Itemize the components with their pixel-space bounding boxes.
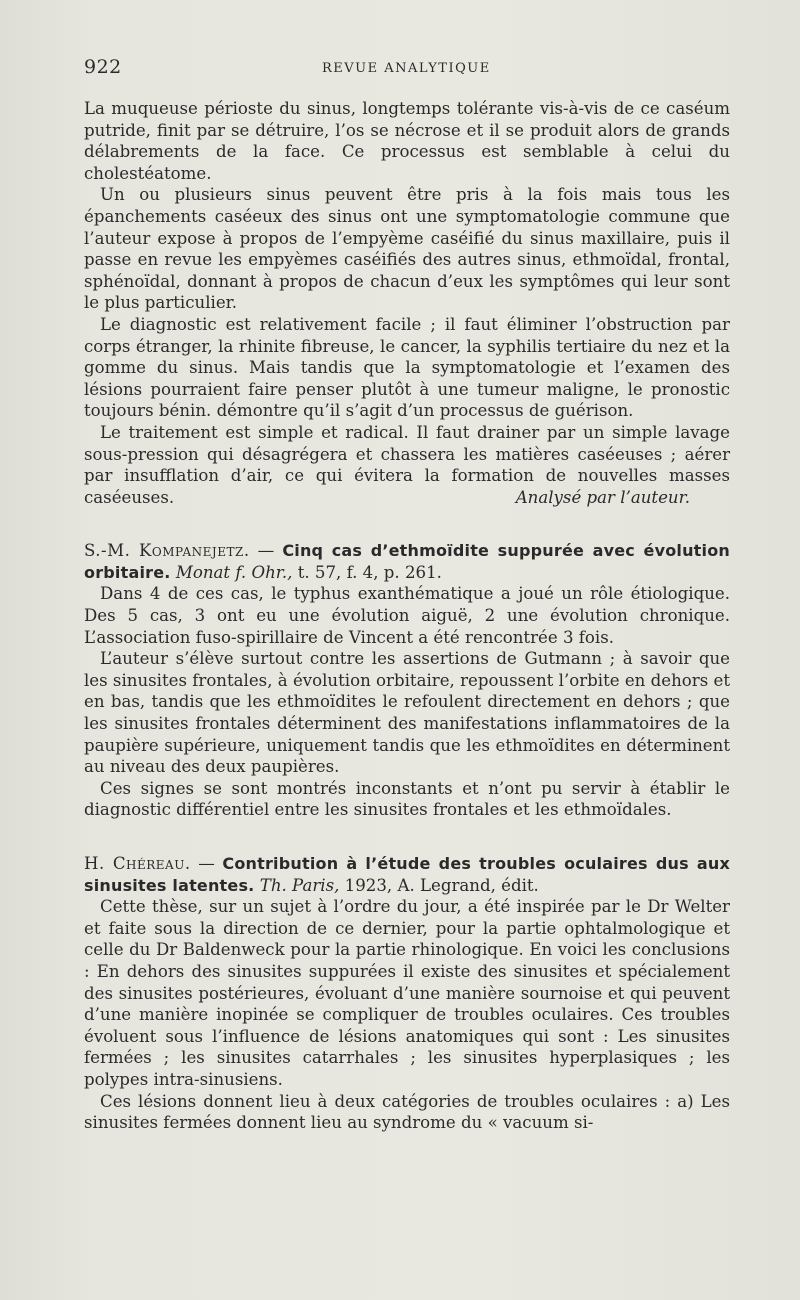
signature: Analysé par l’auteur. (515, 487, 690, 507)
entry-author: H. Chéreau. (84, 854, 191, 873)
paragraph: Un ou plusieurs sinus peuvent être pris à la fois mais tous les épanchements caséeux des sinus ont une symptomatologie commune que l’auteur expose à propos de l’empyème caséifié du sinus maxillaire, puis il passe en revue les empyèmes caséifiés des autres sinus, ethmoïdal, frontal, sphénoïdal, donnant à propos de chacun d’eux les symptômes qui leur sont le plus particulier. (84, 185, 730, 313)
page-header (84, 56, 716, 86)
page-number: 922 (84, 56, 122, 78)
paragraph: Le traitement est simple et radical. Il faut drainer par un simple lavage sous-pression qui désagrégera et chassera les matières caséeuses ; aérer par insufflation d’air, ce qui évitera la formation de nouvelles masses caséeuses. (84, 422, 730, 507)
review-entry-kompanejetz (84, 540, 730, 821)
paragraph: La muqueuse périoste du sinus, longtemps tolérante vis-à-vis de ce caséum putride, finit par se détruire, l’os se nécrose et il se produit alors de grands délabrements de la face. Ce processus est semblable à celui du cholestéatome. (84, 99, 730, 183)
entry-reference: 1923, A. Legrand, édit. (339, 875, 539, 895)
paragraph: L’auteur s’élève surtout contre les assertions de Gutmann ; à savoir que les sinusites frontales, à évolution orbitaire, repoussent l’orbite en dehors et en bas, tandis que les ethmoïdites le refoulent directement en dehors ; que les sinusites frontales déterminent des manifestations inflammatoires de la paupière supérieure, uniquement tandis que les ethmoïdites en déterminent au niveau des deux paupières. (84, 649, 730, 777)
paragraph: Ces signes se sont montrés inconstants et n’ont pu servir à établir le diagnostic différentiel entre les sinusites frontales et les ethmoïdales. (84, 778, 730, 820)
entry-heading (84, 540, 730, 583)
paragraph: Dans 4 de ces cas, le typhus exanthématique a joué un rôle étiologique. Des 5 cas, 3 ont eu une évolution aiguë, 2 une évolution chronique. L’association fuso-spirillaire de Vincent a été rencontrée 3 fois. (84, 584, 730, 647)
entry-author: S.-M. Kompanejetz. (84, 541, 250, 561)
intro-section (84, 98, 730, 508)
entry-reference: t. 57, f. 4, p. 261. (292, 562, 442, 582)
entry-journal: Monat f. Ohr., (175, 562, 293, 582)
entry-heading (84, 853, 730, 896)
entry-title: Contribution à l’étude des troubles oculaires dus aux sinusites latentes. (84, 854, 730, 895)
entry-journal: Th. Paris, (259, 875, 340, 895)
entry-dash: — (190, 854, 223, 873)
paragraph: Ces lésions donnent lieu à deux catégories de troubles oculaires : a) Les sinusites fermées donnent lieu au syndrome du « vacuum si- (84, 1091, 730, 1133)
paragraph: Cette thèse, sur un sujet à l’ordre du jour, a été inspirée par le Dr Welter et faite sous la direction de ce dernier, pour la partie ophtalmologique et celle du Dr Baldenweck pour la partie rhinologique. En voici les conclusions : En dehors des sinusites suppurées il existe des sinusites et spécialement des sinusites postérieures, évoluant d’une manière sournoise et qui peuvent d’une manière inopinée se compliquer de troubles oculaires. Ces troubles évoluent sous l’influence de lésions anatomiques qui sont : Les sinusites fermées ; les sinusites catarrhales ; les sinusites hyperplasiques ; les polypes intra-sinusiens. (84, 897, 730, 1089)
page-content (84, 98, 730, 1134)
entry-dash: — (249, 541, 283, 561)
paragraph: Le diagnostic est relativement facile ; il faut éliminer l’obstruction par corps étranger, la rhinite fibreuse, le cancer, la syphilis tertiaire du nez et la gomme du sinus. Mais tandis que la symptomatologie et l’examen des lésions pourraient faire penser plutôt à une tumeur maligne, le pronostic toujours bénin. démontre qu’il s’agit d’un processus de guérison. (84, 314, 730, 421)
review-entry-chereau (84, 853, 730, 1134)
entry-title: Cinq cas d’ethmoïdite suppurée avec évolution orbitaire. (84, 541, 730, 582)
running-title: REVUE ANALYTIQUE (322, 61, 491, 76)
